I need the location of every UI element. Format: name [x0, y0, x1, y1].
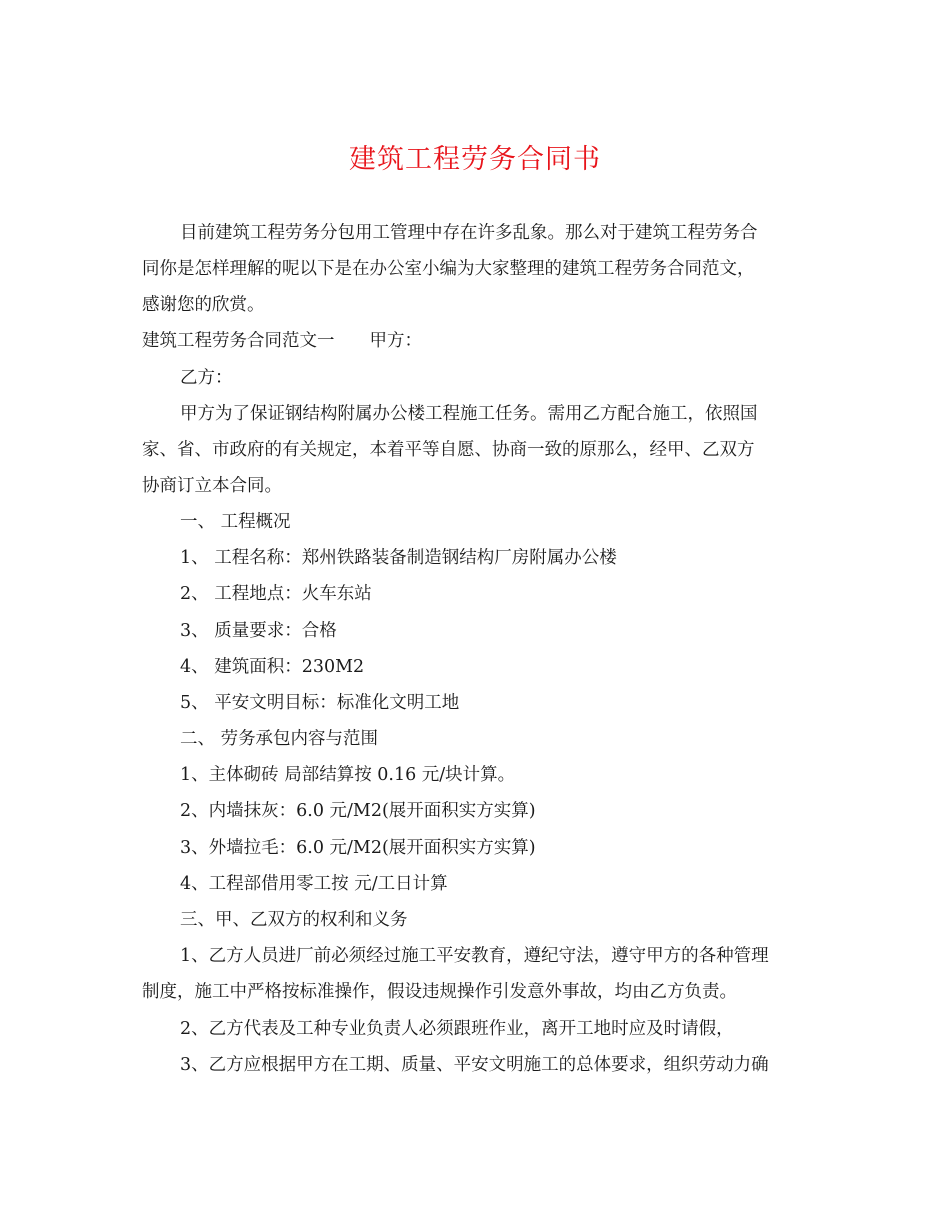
paragraph-line: 3、乙方应根据甲方在工期、质量、平安文明施工的总体要求，组织劳动力确 [180, 1055, 769, 1075]
document-title: 建筑工程劳务合同书 [349, 144, 601, 175]
list-item: 4、工程部借用零工按 元/工日计算 [180, 874, 448, 894]
section-heading: 一、 工程概况 [180, 512, 291, 532]
section-heading: 二、 劳务承包内容与范围 [180, 729, 379, 749]
paragraph-line: 协商订立本合同。 [142, 476, 282, 496]
paragraph-line: 感谢您的欣赏。 [142, 295, 265, 315]
list-item: 1、主体砌砖 局部结算按 0.16 元/块计算。 [180, 765, 516, 785]
list-item: 3、 质量要求：合格 [180, 621, 337, 641]
paragraph-line: 制度，施工中严格按标准操作，假设违规操作引发意外事故，均由乙方负责。 [142, 982, 737, 1002]
list-item: 5、 平安文明目标：标准化文明工地 [180, 693, 460, 713]
paragraph-line: 1、乙方人员进厂前必须经过施工平安教育，遵纪守法，遵守甲方的各种管理 [180, 946, 769, 966]
paragraph-line: 乙方： [180, 368, 233, 388]
paragraph-line: 甲方为了保证钢结构附属办公楼工程施工任务。需用乙方配合施工，依照国 [180, 404, 758, 424]
list-item: 3、外墙拉毛：6.0 元/M2(展开面积实方实算) [180, 838, 536, 858]
paragraph-line: 目前建筑工程劳务分包用工管理中存在许多乱象。那么对于建筑工程劳务合 [180, 223, 758, 243]
list-item: 4、 建筑面积：230M2 [180, 657, 365, 677]
paragraph-line: 2、乙方代表及工种专业负责人必须跟班作业，离开工地时应及时请假， [180, 1019, 734, 1039]
list-item: 2、 工程地点：火车东站 [180, 584, 372, 604]
section-heading: 三、甲、乙双方的权利和义务 [180, 910, 408, 930]
paragraph-line: 家、省、市政府的有关规定，本着平等自愿、协商一致的原那么，经甲、乙双方 [142, 440, 755, 460]
paragraph-line: 同你是怎样理解的呢以下是在办公室小编为大家整理的建筑工程劳务合同范文， [142, 259, 755, 279]
list-item: 2、内墙抹灰：6.0 元/M2(展开面积实方实算) [180, 801, 536, 821]
paragraph-line: 建筑工程劳务合同范文一 甲方： [142, 331, 422, 351]
list-item: 1、 工程名称：郑州铁路装备制造钢结构厂房附属办公楼 [180, 548, 617, 568]
